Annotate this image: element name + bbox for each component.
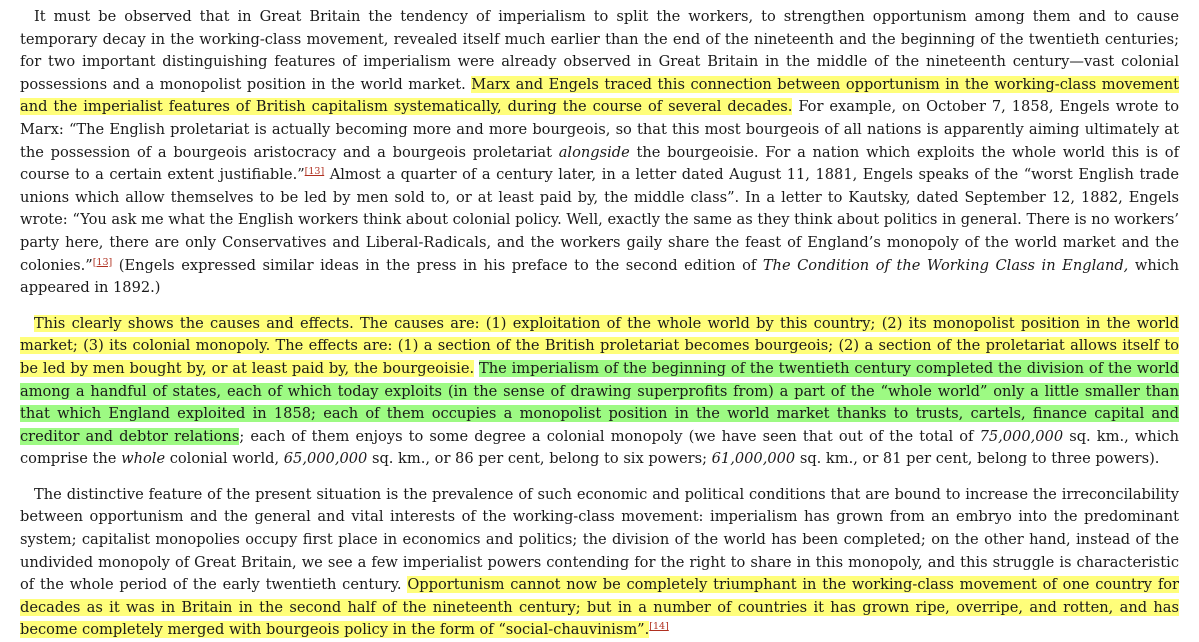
text: Almost a quarter of a century later, in a letter dated August 11, 1881, Engels speaks of the “worst English trade unions which allow themselves to be led by men sold to, or at least paid by, the middle class”. In a letter to Kautsky, dated September 12, 1882, Engels wrote: “You ask me what the English workers think about colonial policy. Well, exactly the same as they think about politics in general. There is no workers’ party here, there are only Conservatives and Liberal-Radicals, and the workers gaily share the feast of England’s monopoly of the world market and the colonies.”: [20, 166, 1179, 274]
emphasis-text: 65,000,000: [283, 450, 368, 468]
text: sq. km., or 86 per cent, belong to six powers;: [367, 450, 712, 468]
text: which appeared in 1892.): [20, 256, 1180, 297]
emphasis-text: 61,000,000: [711, 450, 796, 468]
paragraph-1: [20, 6, 1179, 300]
emphasis-text: alongside: [558, 143, 630, 161]
paragraph-2: [20, 313, 1179, 471]
highlight-green[interactable]: The imperialism of the beginning of the twentieth century completed the division of the world among a handful of states, each of which today exploits (in the sense of drawing superprofits from) a part of the “whole world” only a little smaller than that which England exploited in 1858; each of them occupies a monopolist position in the world market thanks to trusts, cartels, finance capital and creditor and debtor relations: [20, 359, 1179, 445]
text: The distinctive feature of the present situation is the prevalence of such economic and political conditions that are bound to increase the irreconcilability between opportunism and the general and vital interests of the working-class movement: imperialism has grown from an embryo into the predominant system; capitalist monopolies occupy first place in economics and politics; the division of the world has been completed; on the other hand, instead of the undivided monopoly of Great Britain, we see a few imperialist powers contending for the right to share in this monopoly, and this struggle is characteristic of the whole period of the early twentieth century.: [20, 485, 1179, 594]
highlight-yellow[interactable]: Marx and Engels traced this connection between opportunism in the working-class movement and the imperialist features of British capitalism systematically, during the course of several decades.: [20, 75, 1179, 116]
text: colonial world,: [165, 450, 284, 468]
footnote-link[interactable]: [14]: [649, 621, 669, 633]
text: the bourgeoisie. For a nation which exploits the whole world this is of course to a certain extent justifiable.”: [20, 143, 1179, 184]
text: sq. km., or 81 per cent, belong to three powers).: [795, 450, 1160, 468]
text: It must be observed that in Great Britain the tendency of imperialism to split the workers, to strengthen opportunism among them and to cause temporary decay in the working-class movement, revealed itself much earlier than the end of the nineteenth and the beginning of the twentieth centuries; for two important distinguishing features of imperialism were already observed in Great Britain in the middle of the nineteenth century—vast colonial possessions and a monopolist position in the world market.: [20, 8, 1179, 93]
emphasis-text: 75,000,000: [979, 427, 1064, 445]
text: sq. km., which comprise the: [20, 427, 1179, 468]
highlight-yellow[interactable]: Opportunism cannot now be completely triumphant in the working-class movement of one country for decades as it was in Britain in the second half of the nineteenth century; but in a number of countries it has grown ripe, overripe, and rotten, and has become completely merged with bourgeois policy in the form of “social-chauvinism”.: [20, 576, 1179, 639]
highlight-yellow[interactable]: This clearly shows the causes and effects. The causes are: (1) exploitation of the whole world by this country; (2) its monopolist position in the world market; (3) its colonial monopoly. The effects are: (1) a section of the British proletariat becomes bourgeois; (2) a section of the proletariat allows itself to be led by men bought by, or at least paid by, the bourgeoisie.: [20, 314, 1179, 377]
text: ; each of them enjoys to some degree a colonial monopoly (we have seen that out of the total of: [239, 427, 980, 445]
paragraph-3: [20, 484, 1179, 642]
footnote-link[interactable]: [13]: [92, 256, 113, 268]
text: For example, on October 7, 1858, Engels wrote to Marx: “The English proletariat is actually becoming more and more bourgeois, so that this most bourgeois of all nations is apparently aiming ultimately at the possession of a bourgeois aristocracy and a bourgeois proletariat: [20, 98, 1179, 161]
book-title: The Condition of the Working Class in England,: [762, 256, 1129, 274]
emphasis-text: whole: [121, 450, 166, 468]
text: (Engels expressed similar ideas in the press in his preface to the second edition of: [112, 256, 763, 274]
footnote-link[interactable]: [13]: [304, 166, 325, 178]
